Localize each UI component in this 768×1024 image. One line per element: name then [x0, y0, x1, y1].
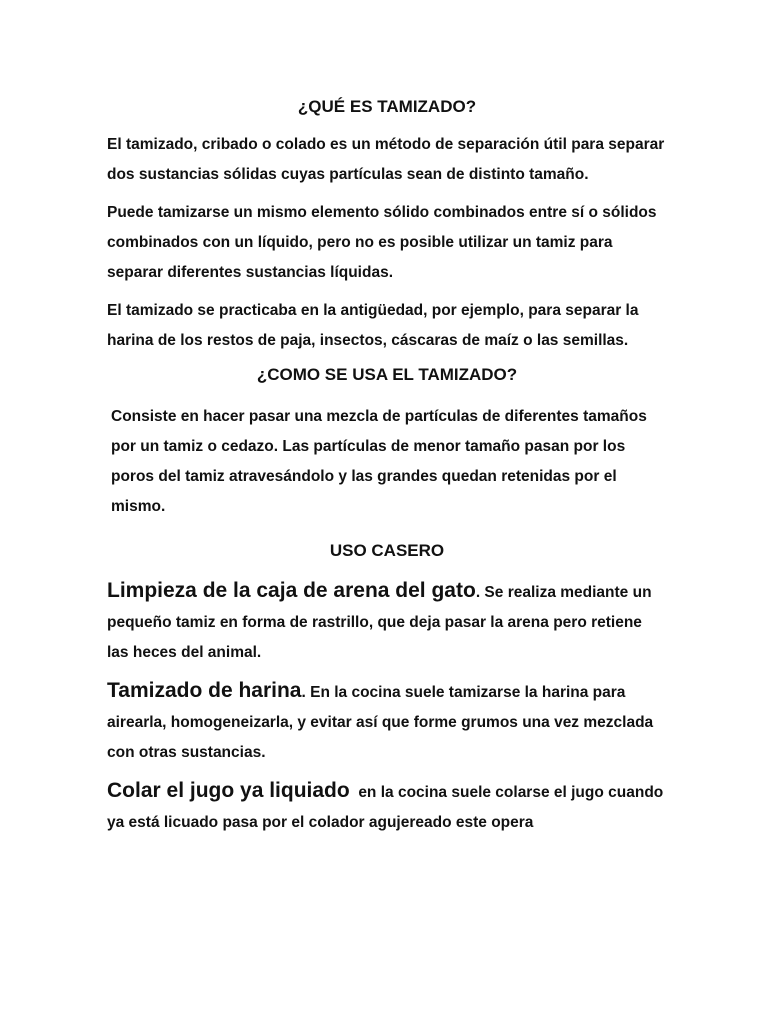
- use-item-flour: [107, 676, 667, 768]
- paragraph-definition: El tamizado, cribado o colado es un método de separación útil para separar dos sustancias sólidas cuyas partículas sean de distinto tamaño.: [107, 136, 665, 184]
- use-item-title: Colar el jugo ya liquiado: [107, 779, 350, 803]
- use-item-cat-litter: [107, 576, 667, 668]
- use-item-text: . Se realiza mediante un pequeño tamiz en forma de rastrillo, que deja pasar la arena pero retiene las heces del animal.: [107, 584, 652, 662]
- paragraph-solids: Puede tamizarse un mismo elemento sólido combinados entre sí o sólidos combinados con un líquido, pero no es posible utilizar un tamiz para separar diferentes sustancias líquidas.: [107, 204, 657, 282]
- use-item-juice: [107, 776, 667, 838]
- paragraph-history: El tamizado se practicaba en la antigüedad, por ejemplo, para separar la harina de los restos de paja, insectos, cáscaras de maíz o las semillas.: [107, 302, 639, 350]
- heading-que-es-tamizado: ¿QUÉ ES TAMIZADO?: [297, 97, 477, 116]
- heading-uso-casero: USO CASERO: [329, 541, 445, 561]
- document-page: [107, 90, 667, 846]
- use-item-title: Tamizado de harina: [107, 679, 302, 703]
- paragraph-process: Consiste en hacer pasar una mezcla de partículas de diferentes tamaños por un tamiz o cedazo. Las partículas de menor tamaño pasan por los poros del tamiz atravesándolo y las grandes quedan retenidas por el mismo.: [111, 408, 647, 516]
- heading-como-se-usa: ¿COMO SE USA EL TAMIZADO?: [256, 365, 518, 385]
- use-item-title: Limpieza de la caja de arena del gato: [107, 579, 476, 603]
- use-item-text: en la cocina suele colarse el jugo cuando ya está licuado pasa por el colador agujereado este opera: [107, 784, 668, 832]
- use-item-text: . En la cocina suele tamizarse la harina para airearla, homogeneizarla, y evitar así que forme grumos una vez mezclada con otras sustancias.: [107, 684, 654, 762]
